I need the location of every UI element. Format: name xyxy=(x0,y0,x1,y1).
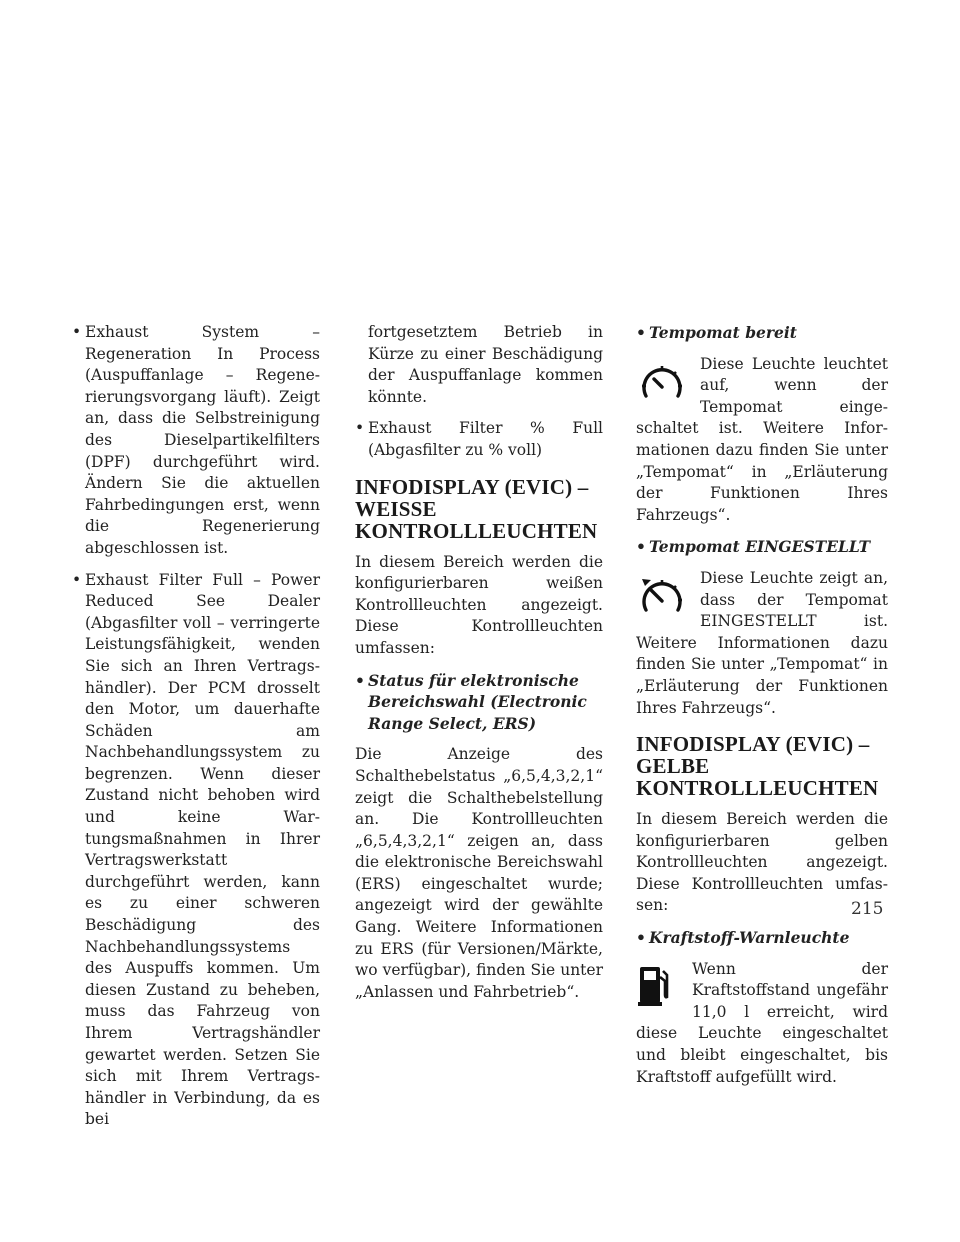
text-fuel-warning: Wenn der Kraftstoffstand ungefähr 11,0 l erreicht, wird diese Leuchte eingeschaltet und bleibt eingeschaltet, bis Kraftstoff aufgefüllt wird. xyxy=(636,959,888,1086)
bullet-exhaust-filter-full: • Exhaust Filter Full – Power Reduced See Dealer (Abgasfilter voll – verringerte Leistungsfähigkeit, wenden Sie sich an Ihren Vertragshändler). Der PCM drosselt den Motor, um dauerhafte Schäden am Nachbehandlungssystem zu begrenzen. Wenn dieser Zustand nicht behoben wird und keine Wartungsmaßnahmen in Ihrer Vertragswerkstatt durchgeführt werden, kann es zu einer schweren Beschädigung des Nachbehandlungssystems des Auspuffs kommen. Um diesen Zustand zu beheben, muss das Fahrzeug von Ihrem Vertragshändler gewartet werden. Setzen Sie sich mit Ihrem Vertragshändler in Verbindung, da es bei xyxy=(72,570,320,1131)
heading-yellow-indicators: INFODISPLAY (EVIC) – GELBE KONTROLLLEUCHTEN xyxy=(636,732,879,801)
column-middle xyxy=(355,322,603,1013)
column-right xyxy=(636,322,888,1098)
column-left xyxy=(72,322,320,1141)
intro-white-indicators: In diesem Bereich werden die konfigurierbaren weißen Kontrollleuchten angezeigt. Diese Kontrollleuchten umfassen: xyxy=(355,552,603,657)
speedometer-set-icon xyxy=(638,574,686,620)
item-text-ers: Die Anzeige des Schalthebelstatus „6,5,4,3,2,1“ zeigt die Schalthebelstellung an. Die Kontrollleuchten „6,5,4,3,2,1“ zeigen an, dass die elektronische Bereichswahl (ERS) eingeschaltet wurde; angezeigt wird der gewählte Gang. Weitere Informationen zu ERS (für Versionen/Märkte, wo verfügbar), finden Sie unter „Anlassen und Fahrbetrieb“. xyxy=(355,745,603,1001)
fuel-pump-icon xyxy=(638,963,670,1007)
item-title-cruise-ready: • Tempomat bereit xyxy=(636,322,888,344)
lamp-cruise-set xyxy=(636,568,888,719)
item-title-ers: • Status für elektronische Bereichswahl (Electronic Range Select, ERS) xyxy=(355,670,603,735)
continued-text: fortgesetztem Betrieb in Kürze zu einer Beschädigung der Auspuffanlage kommen könnte. xyxy=(368,323,603,406)
lamp-fuel-warning xyxy=(636,959,888,1089)
speedometer-icon xyxy=(638,360,686,406)
heading-white-indicators: INFODISPLAY (EVIC) – WEISSE KONTROLLLEUCHTEN xyxy=(355,474,598,543)
page-number: 215 xyxy=(851,899,884,919)
lamp-cruise-ready xyxy=(636,354,888,527)
text-cruise-set: Diese Leuchte zeigt an, dass der Tempomat EINGESTELLT ist. Weitere Informationen dazu finden Sie unter „Tempomat“ in „Erläuterung der Funktionen Ihres Fahrzeugs“. xyxy=(636,568,888,717)
item-title-cruise-set: • Tempomat EINGESTELLT xyxy=(636,536,888,558)
item-title-fuel-warning: • Kraftstoff-Warnleuchte xyxy=(636,927,888,949)
bullet-exhaust-filter-percent: • Exhaust Filter % Full (Abgasfilter zu % voll) xyxy=(355,418,603,461)
text-cruise-ready: Diese Leuchte leuchtet auf, wenn der Tempomat eingeschaltet ist. Weitere Informationen dazu finden Sie unter „Tempomat“ in „Erläuterung der Funktionen Ihres Fahrzeugs“. xyxy=(636,354,888,524)
bullet-exhaust-regeneration: • Exhaust System – Regeneration In Process (Auspuffanlage – Regenerierungsvorgang läuft). Zeigt an, dass die Selbstreinigung des Dieselpartikelfilters (DPF) durchgeführt wird. Ändern Sie die aktuellen Fahrbedingungen erst, wenn die Regenerierung abgeschlossen ist. xyxy=(72,322,320,560)
intro-yellow-indicators: In diesem Bereich werden die konfigurierbaren gelben Kontrollleuchten angezeigt. Diese Kontrollleuchten umfassen: xyxy=(636,810,888,915)
